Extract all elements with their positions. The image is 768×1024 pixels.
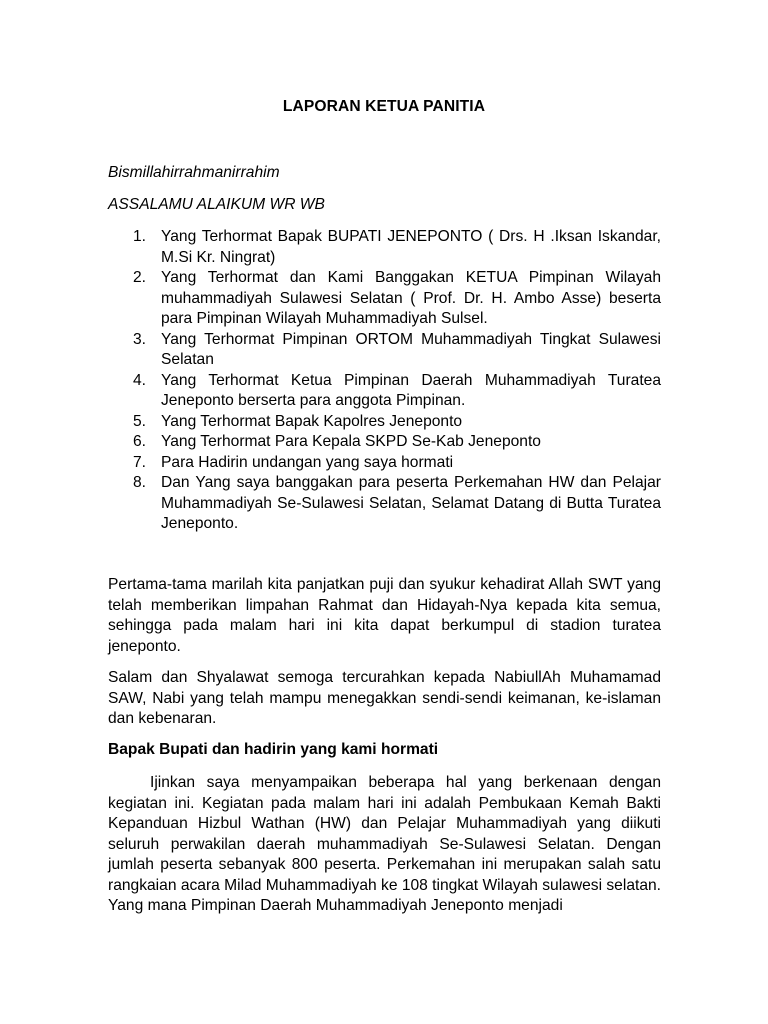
- list-item-number: 3.: [133, 330, 147, 348]
- list-item-number: 4.: [133, 371, 147, 389]
- list-item-number: 7.: [133, 453, 147, 471]
- opening-line: Bismillahirrahmanirrahim: [108, 164, 280, 181]
- recipient-list: [108, 227, 661, 535]
- paragraph-salutation: Salam dan Shyalawat semoga tercurahkan kepada NabiullAh Muhamamad SAW, Nabi yang telah mampu menegakkan sendi-sendi keimanan, ke-islaman dan kebenaran.: [108, 669, 661, 727]
- list-item: [108, 432, 661, 453]
- list-item-text: Yang Terhormat Bapak Kapolres Jeneponto: [161, 412, 463, 430]
- list-item-text: Yang Terhormat Ketua Pimpinan Daerah Muhammadiyah Turatea Jeneponto berserta para anggota Pimpinan.: [161, 371, 661, 409]
- list-item-text: Yang Terhormat dan Kami Banggakan KETUA Pimpinan Wilayah muhammadiyah Sulawesi Selatan ( Prof. Dr. H. Ambo Asse) beserta para Pimpinan Wilayah Muhammadiyah Sulsel.: [161, 269, 661, 327]
- list-item-text: Yang Terhormat Pimpinan ORTOM Muhammadiyah Tingkat Sulawesi Selatan: [161, 330, 661, 368]
- list-item-number: 8.: [133, 474, 147, 491]
- list-item: [108, 330, 661, 371]
- list-item: [108, 412, 661, 433]
- list-item: [108, 227, 661, 268]
- document-title: LAPORAN KETUA PANITIA: [282, 98, 486, 115]
- list-item-text: Para Hadirin undangan yang saya hormati: [161, 453, 454, 471]
- paragraph-gratitude: Pertama-tama marilah kita panjatkan puji dan syukur kehadirat Allah SWT yang telah memberikan limpahan Rahmat dan Hidayah-Nya kepada kita semua, sehingga pada malam hari ini kita dapat berkumpul di stadion turatea jeneponto.: [108, 576, 661, 655]
- list-item-text: Yang Terhormat Bapak BUPATI JENEPONTO ( Drs. H .Iksan Iskandar, M.Si Kr. Ningrat): [161, 228, 661, 266]
- greeting-line: ASSALAMU ALAIKUM WR WB: [108, 196, 325, 213]
- list-item-text: Yang Terhormat Para Kepala SKPD Se-Kab Jeneponto: [161, 433, 541, 450]
- list-item: [108, 371, 661, 412]
- list-item-number: 5.: [133, 412, 147, 430]
- paragraph-report: Ijinkan saya menyampaikan beberapa hal yang berkenaan dengan kegiatan ini. Kegiatan pada malam hari ini adalah Pembukaan Kemah Bakti Kepanduan Hizbul Wathan (HW) dan Pelajar Muhammadiyah yang diikuti seluruh perwakilan daerah muhammadiyah Se-Sulawesi Selatan. Dengan jumlah peserta sebanyak 800 peserta. Perkemahan ini merupakan salah satu rangkaian acara Milad Muhammadiyah ke 108 tingkat Wilayah sulawesi selatan. Yang mana Pimpinan Daerah Muhammadiyah Jeneponto menjadi: [108, 774, 661, 914]
- list-item: [108, 453, 661, 474]
- list-item-number: 6.: [133, 433, 147, 450]
- list-item-text: Dan Yang saya banggakan para peserta Perkemahan HW dan Pelajar Muhammadiyah Se-Sulawesi Selatan, Selamat Datang di Butta Turatea Jeneponto.: [161, 474, 661, 532]
- list-item-number: 1.: [133, 228, 147, 245]
- list-item: [108, 268, 661, 330]
- list-item-number: 2.: [133, 269, 147, 286]
- section-heading: Bapak Bupati dan hadirin yang kami hormati: [108, 741, 439, 758]
- list-item: [108, 473, 661, 535]
